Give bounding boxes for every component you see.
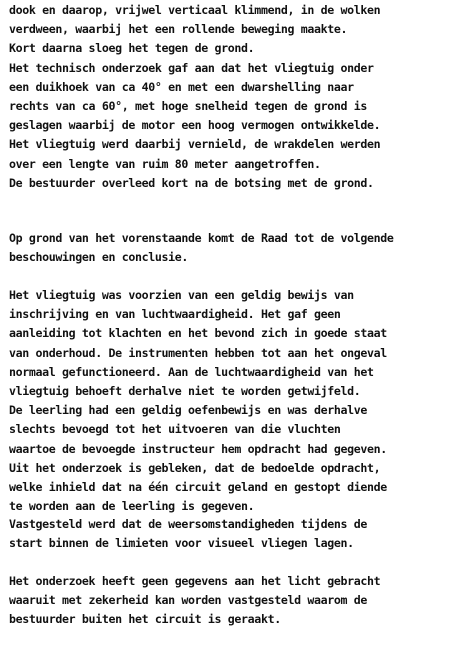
text-line: een duikhoek van ca 40° en met een dwarshelling naar	[9, 79, 354, 94]
text-line: bestuurder buiten het circuit is geraakt.	[9, 612, 281, 627]
text-line: verdween, waarbij het een rollende beweging maakte.	[9, 22, 348, 37]
text-line: Uit het onderzoek is gebleken, dat de bedoelde opdracht,	[9, 460, 381, 475]
text-line: rechts van ca 60°, met hoge snelheid tegen de grond is	[9, 99, 368, 114]
text-line: aanleiding tot klachten en het bevond zich in goede staat	[9, 326, 387, 341]
text-line: slechts bevoegd tot het uitvoeren van die vluchten	[9, 422, 341, 437]
text-line: geslagen waarbij de motor een hoog vermogen ontwikkelde.	[9, 118, 381, 133]
text-line: De bestuurder overleed kort na de botsing met de grond.	[9, 175, 374, 190]
text-line: Vastgesteld werd dat de weersomstandigheden tijdens de	[9, 517, 368, 531]
text-line: dook en daarop, vrijwel verticaal klimmend, in de wolken	[9, 3, 381, 17]
text-line: Het vliegtuig was voorzien van een geldig bewijs van	[9, 288, 354, 302]
text-line: waaruit met zekerheid kan worden vastgesteld waarom de	[9, 593, 368, 608]
text-line: Het onderzoek heeft geen gegevens aan het licht gebracht	[9, 574, 381, 588]
text-line: over een lengte van ruim 80 meter aangetroffen.	[9, 156, 321, 171]
text-line: normaal gefunctioneerd. Aan de luchtwaardigheid van het	[9, 364, 374, 379]
text-line: inschrijving en van luchtwaardigheid. Het gaf geen	[9, 307, 341, 322]
text-line: Het vliegtuig werd daarbij vernield, de wrakdelen werden	[9, 137, 381, 152]
text-line: Het technisch onderzoek gaf aan dat het vliegtuig onder	[9, 60, 374, 75]
text-line: van onderhoud. De instrumenten hebben tot aan het ongeval	[9, 345, 387, 360]
paragraph-introduction-conclusion	[9, 229, 449, 267]
paragraph-crash-description	[9, 1, 449, 193]
text-line: waartoe de bevoegde instructeur hem opdracht had gegeven.	[9, 441, 387, 456]
text-line: vliegtuig behoeft derhalve niet te worden getwijfeld.	[9, 384, 361, 399]
text-line: start binnen de limieten voor visueel vliegen lagen.	[9, 536, 354, 551]
paragraph-findings	[9, 572, 449, 630]
text-line: te worden aan de leerling is gegeven.	[9, 499, 255, 514]
text-line: De leerling had een geldig oefenbewijs en was derhalve	[9, 403, 368, 418]
text-line: welke inhield dat na één circuit geland en gestopt diende	[9, 480, 387, 495]
text-line: Kort daarna sloeg het tegen de grond.	[9, 41, 255, 56]
text-line: beschouwingen en conclusie.	[9, 250, 189, 265]
paragraph-weather	[9, 515, 449, 553]
text-line: Op grond van het vorenstaande komt de Raad tot de volgende	[9, 231, 394, 245]
paragraph-airworthiness-and-student	[9, 286, 449, 516]
